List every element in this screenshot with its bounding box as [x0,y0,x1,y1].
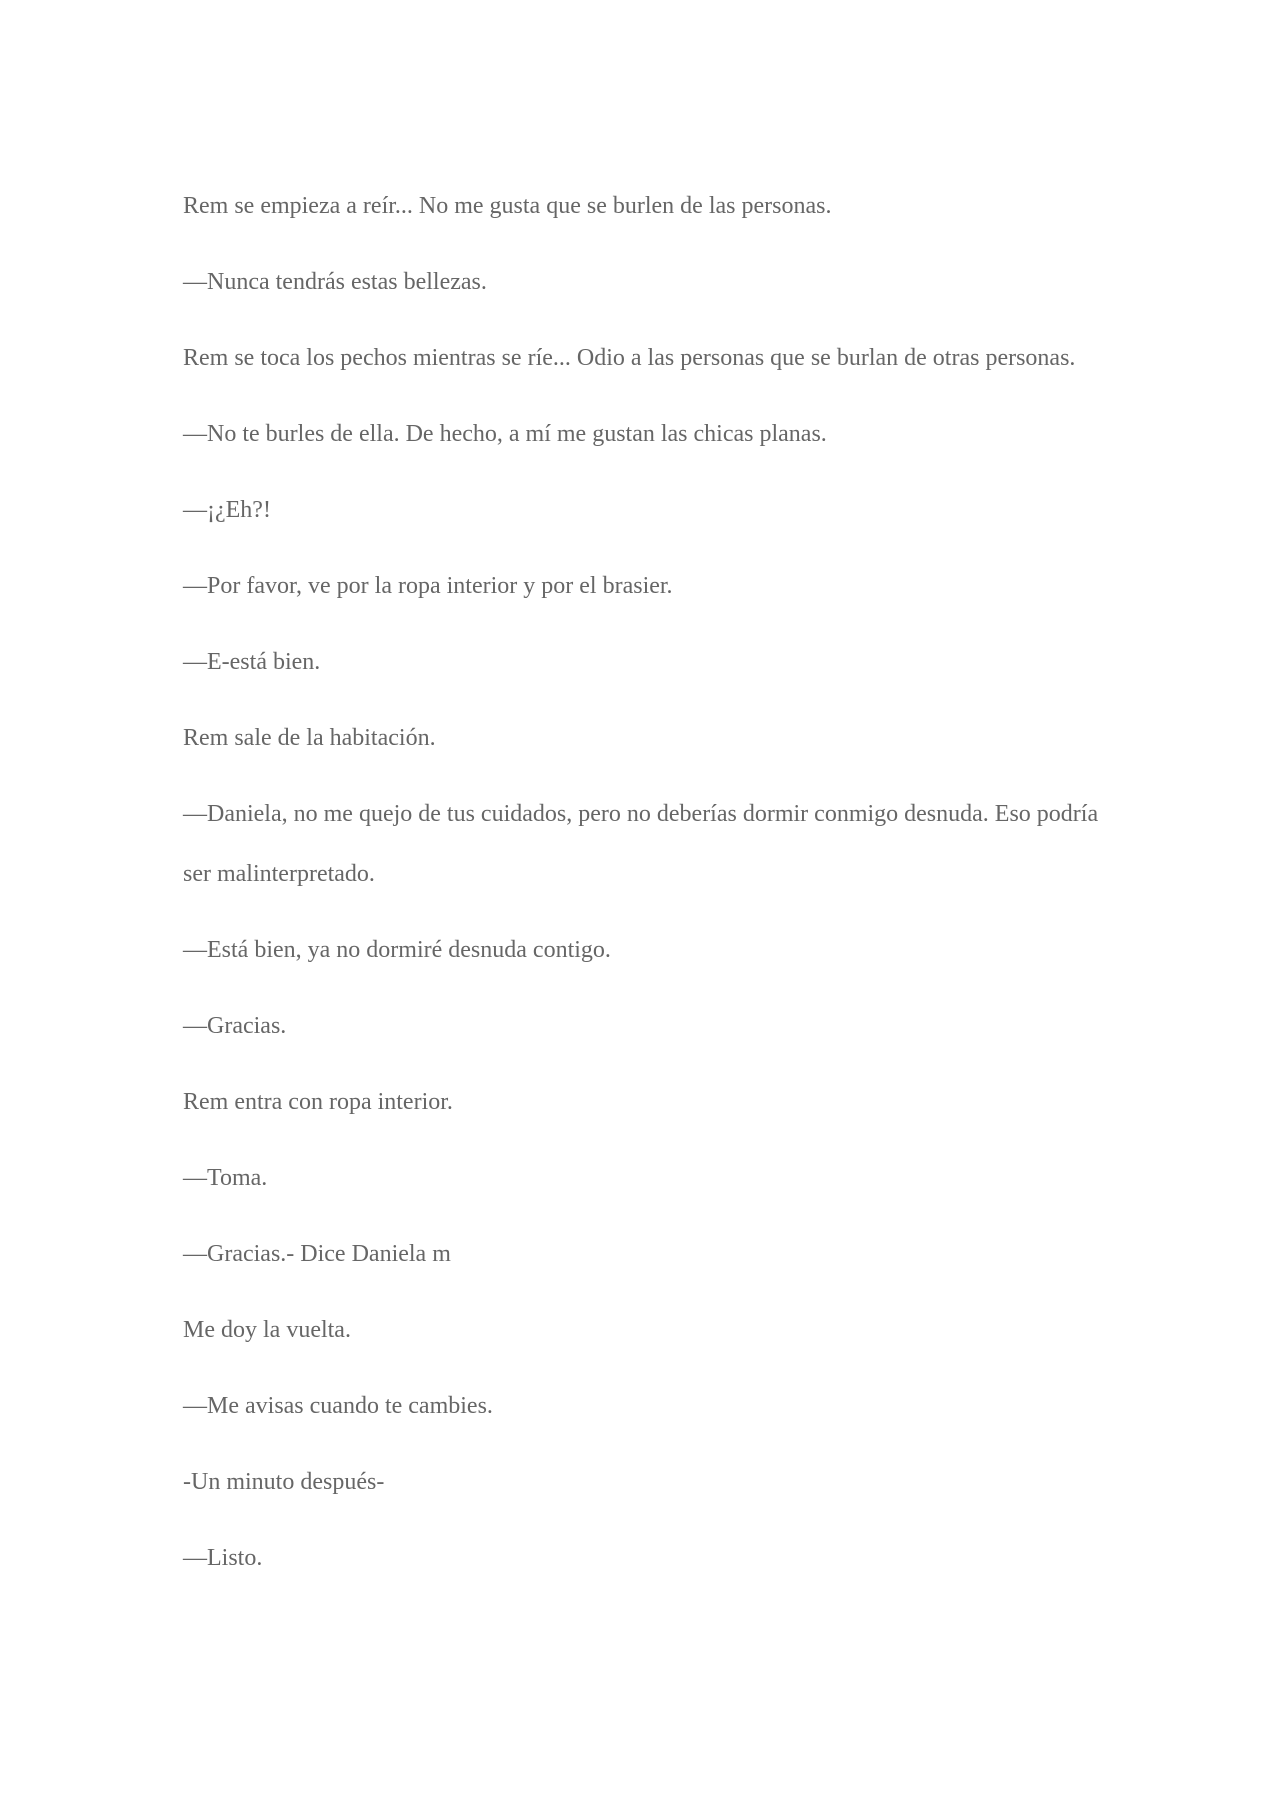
paragraph: —No te burles de ella. De hecho, a mí me gustan las chicas planas. [183,421,827,447]
paragraph: Rem sale de la habitación. [183,725,436,751]
paragraph: —Está bien, ya no dormiré desnuda contigo. [183,937,611,963]
paragraph: —Por favor, ve por la ropa interior y por el brasier. [183,573,673,599]
paragraph: Rem se empieza a reír... No me gusta que se burlen de las personas. [183,193,832,219]
paragraph: Rem se toca los pechos mientras se ríe... Odio a las personas que se burlan de otras personas. [183,345,1076,371]
paragraph: —Me avisas cuando te cambies. [183,1393,493,1419]
paragraph: Rem entra con ropa interior. [183,1089,453,1115]
paragraph: —¡¿Eh?! [183,497,271,523]
document-body [183,176,1113,1604]
paragraph: —Listo. [183,1545,263,1571]
paragraph: Me doy la vuelta. [183,1317,351,1343]
paragraph: —Gracias. [183,1013,287,1039]
paragraph: —E-está bien. [183,649,321,675]
paragraph: —Gracias.- Dice Daniela m [183,1241,451,1267]
paragraph: —Toma. [183,1165,268,1191]
paragraph: -Un minuto después- [183,1469,385,1495]
paragraph: —Nunca tendrás estas bellezas. [183,269,487,295]
paragraph: —Daniela, no me quejo de tus cuidados, pero no deberías dormir conmigo desnuda. Eso podría ser malinterpretado. [183,801,1099,887]
